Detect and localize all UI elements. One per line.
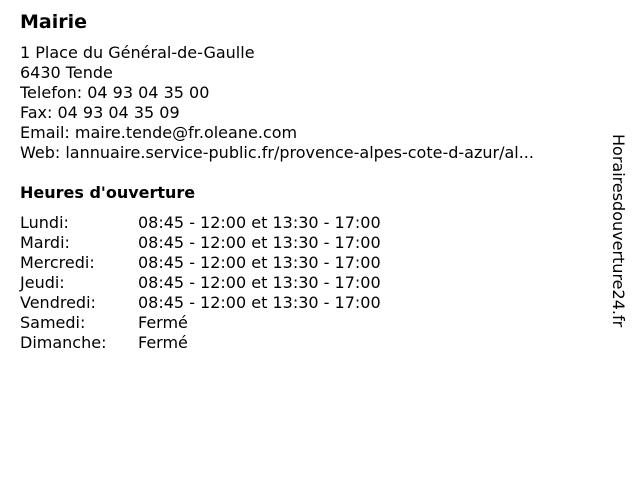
email-address: Email: maire.tende@fr.oleane.com: [20, 123, 298, 142]
phone-number: Telefon: 04 93 04 35 00: [20, 83, 210, 102]
day-label: Mercredi:: [20, 253, 95, 272]
address-block: [20, 43, 534, 163]
page-title: Mairie: [20, 11, 88, 33]
website-link: Web: lannuaire.service-public.fr/provence-alpes-cote-d-azur/al...: [20, 143, 534, 162]
hours-value: 08:45 - 12:00 et 13:30 - 17:00: [138, 293, 381, 312]
fax-number: Fax: 04 93 04 35 09: [20, 103, 180, 122]
street-address: 1 Place du Général-de-Gaulle: [20, 43, 255, 62]
hours-value: Fermé: [138, 313, 188, 332]
day-label: Dimanche:: [20, 333, 107, 352]
hours-value: 08:45 - 12:00 et 13:30 - 17:00: [138, 233, 381, 252]
hours-value: 08:45 - 12:00 et 13:30 - 17:00: [138, 273, 381, 292]
day-label: Jeudi:: [20, 273, 65, 292]
site-watermark: Horairesdouverture24.fr: [609, 134, 628, 328]
opening-hours-heading: Heures d'ouverture: [20, 183, 196, 202]
hours-value: 08:45 - 12:00 et 13:30 - 17:00: [138, 253, 381, 272]
hours-value: Fermé: [138, 333, 188, 352]
day-label: Samedi:: [20, 313, 86, 332]
day-label: Lundi:: [20, 213, 69, 232]
day-label: Mardi:: [20, 233, 70, 252]
day-label: Vendredi:: [20, 293, 96, 312]
hours-value: 08:45 - 12:00 et 13:30 - 17:00: [138, 213, 381, 232]
city-postal: 6430 Tende: [20, 63, 113, 82]
